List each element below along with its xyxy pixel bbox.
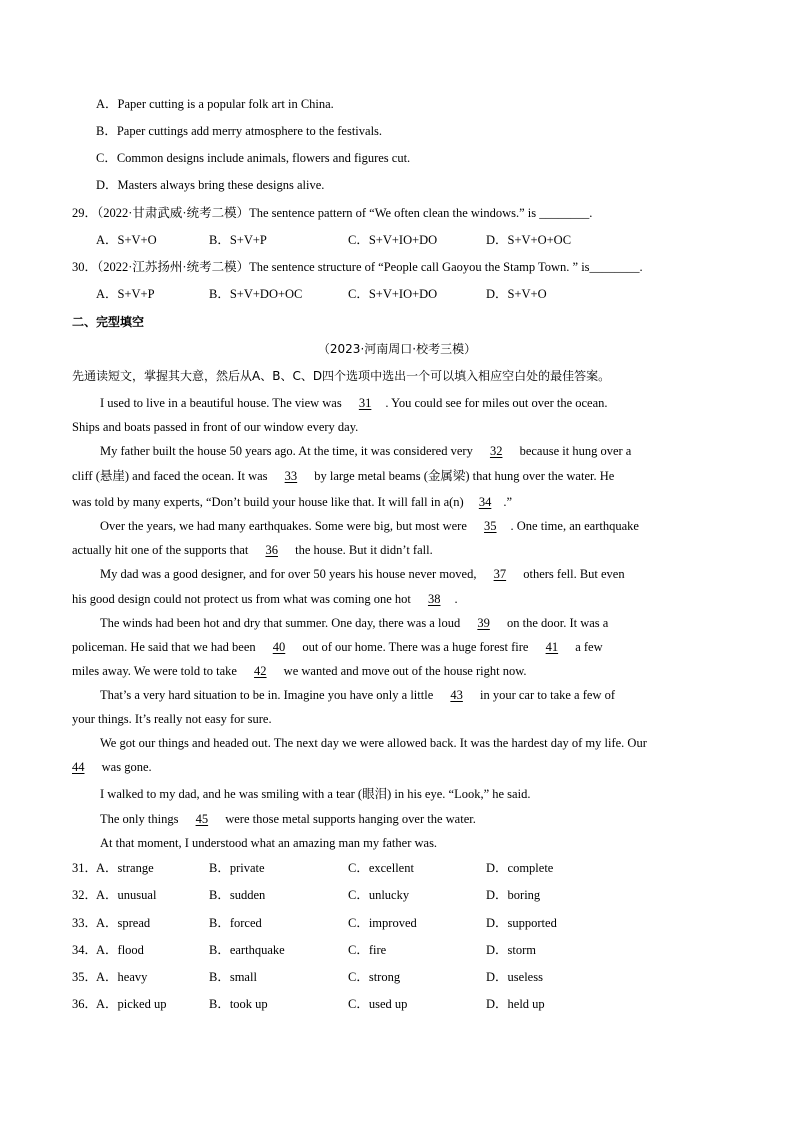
passage-line: That’s a very hard situation to be in. Imagine you have only a little 43 in your car to take a few of <box>100 688 616 702</box>
option-d: D．useless <box>486 970 543 984</box>
option-c: C．fire <box>348 943 387 957</box>
option-b: B．small <box>209 970 257 984</box>
passage-line: My father built the house 50 years ago. At the time, it was considered very 32 because it hung over a <box>100 444 632 458</box>
option-b: B．earthquake <box>209 943 285 957</box>
passage-line: cliff (悬崖) and faced the ocean. It was 33 by large metal beams (金属梁) that hung over the water. He <box>72 469 615 483</box>
option-d: D．supported <box>486 916 557 930</box>
q29-option-a: A．S+V+O <box>96 233 157 247</box>
passage-line: I used to live in a beautiful house. The view was 31 . You could see for miles out over the ocean. <box>100 396 608 410</box>
blank-31: 31 <box>358 396 372 410</box>
passage-line: We got our things and headed out. The next day we were allowed back. It was the hardest day of my life. Our <box>100 736 647 750</box>
answer-row <box>0 860 794 876</box>
q28-option-b: B．Paper cuttings add merry atmosphere to the festivals. <box>96 124 383 138</box>
question-number: 36． <box>72 997 98 1011</box>
option-c: C．improved <box>348 916 417 930</box>
option-b: B．private <box>209 861 265 875</box>
passage-line: My dad was a good designer, and for over 50 years his house never moved, 37 others fell. But even <box>100 567 625 581</box>
q30-option-a: A．S+V+P <box>96 287 155 301</box>
option-d: D．held up <box>486 997 545 1011</box>
passage-line: The winds had been hot and dry that summer. One day, there was a loud 39 on the door. It was a <box>100 616 609 630</box>
option-a: A．picked up <box>96 997 167 1011</box>
blank-37: 37 <box>493 567 507 581</box>
blank-41: 41 <box>545 640 559 654</box>
question-number: 33． <box>72 916 98 930</box>
passage-line: 44 was gone. <box>72 760 152 774</box>
option-b: B．forced <box>209 916 262 930</box>
blank-42: 42 <box>254 664 267 678</box>
option-a: A．unusual <box>96 888 157 902</box>
option-c: C．excellent <box>348 861 414 875</box>
passage-line: Ships and boats passed in front of our window every day. <box>72 420 359 434</box>
option-b: B．took up <box>209 997 268 1011</box>
q29-option-c: C．S+V+IO+DO <box>348 233 438 247</box>
option-a: A．heavy <box>96 970 148 984</box>
passage-source: （2023·河南周口·校考三模） <box>317 342 477 356</box>
blank-34: 34 <box>478 495 492 509</box>
answer-row <box>0 996 794 1012</box>
passage-line: At that moment, I understood what an amazing man my father was. <box>100 836 438 850</box>
blank-36: 36 <box>265 543 278 557</box>
passage-line: Over the years, we had many earthquakes. Some were big, but most were 35 . One time, an earthquake <box>100 519 639 533</box>
q29-option-d: D．S+V+O+OC <box>486 233 572 247</box>
q30-stem: 30．（2022·江苏扬州·统考二模）The sentence structure of “People call Gaoyou the Stamp Town. ” is________. <box>72 260 643 274</box>
passage-line: I walked to my dad, and he was smiling with a tear (眼泪) in his eye. “Look,” he said. <box>100 787 531 801</box>
option-a: A．flood <box>96 943 144 957</box>
option-d: D．complete <box>486 861 554 875</box>
passage-line: The only things 45 were those metal supports hanging over the water. <box>100 812 476 826</box>
option-c: C．unlucky <box>348 888 410 902</box>
blank-40: 40 <box>272 640 286 654</box>
passage-line: was told by many experts, “Don’t build your house like that. It will fall in a(n) 34 .” <box>72 495 513 509</box>
q30-option-d: D．S+V+O <box>486 287 547 301</box>
question-number: 32． <box>72 888 98 902</box>
answer-row <box>0 942 794 958</box>
blank-38: 38 <box>427 592 441 606</box>
answer-row <box>0 887 794 903</box>
passage-line: policeman. He said that we had been 40 out of our home. There was a huge forest fire 41 a few <box>72 640 603 654</box>
q28-option-d: D．Masters always bring these designs alive. <box>96 178 325 192</box>
option-d: D．boring <box>486 888 541 902</box>
passage-line: miles away. We were told to take 42 we wanted and move out of the house right now. <box>72 664 527 678</box>
question-number: 31． <box>72 861 98 875</box>
blank-35: 35 <box>484 519 497 533</box>
blank-33: 33 <box>284 469 298 483</box>
option-b: B．sudden <box>209 888 266 902</box>
q28-option-a: A．Paper cutting is a popular folk art in China. <box>96 97 334 111</box>
option-d: D．storm <box>486 943 537 957</box>
section-title: 二、完型填空 <box>72 315 145 329</box>
blank-32: 32 <box>489 444 503 458</box>
option-c: C．strong <box>348 970 401 984</box>
blank-45: 45 <box>195 812 209 826</box>
passage-line: his good design could not protect us from what was coming one hot 38 . <box>72 592 458 606</box>
instructions: 先通读短文，掌握其大意，然后从A、B、C、D四个选项中选出一个可以填入相应空白处的最佳答案。 <box>72 369 611 383</box>
passage-line: actually hit one of the supports that 36 the house. But it didn’t fall. <box>72 543 433 557</box>
q29-option-b: B．S+V+P <box>209 233 267 247</box>
passage-line: your things. It’s really not easy for sure. <box>72 712 272 726</box>
q28-option-c: C．Common designs include animals, flowers and figures cut. <box>96 151 411 165</box>
question-number: 34． <box>72 943 98 957</box>
answer-row <box>0 969 794 985</box>
question-number: 35． <box>72 970 98 984</box>
option-a: A．strange <box>96 861 154 875</box>
q30-option-c: C．S+V+IO+DO <box>348 287 438 301</box>
q29-stem: 29．（2022·甘肃武威·统考二模）The sentence pattern of “We often clean the windows.” is ________. <box>72 206 593 220</box>
blank-39: 39 <box>477 616 490 630</box>
q30-option-b: B．S+V+DO+OC <box>209 287 303 301</box>
answer-row <box>0 915 794 931</box>
blank-43: 43 <box>450 688 463 702</box>
option-c: C．used up <box>348 997 408 1011</box>
option-a: A．spread <box>96 916 151 930</box>
blank-44: 44 <box>72 760 85 774</box>
